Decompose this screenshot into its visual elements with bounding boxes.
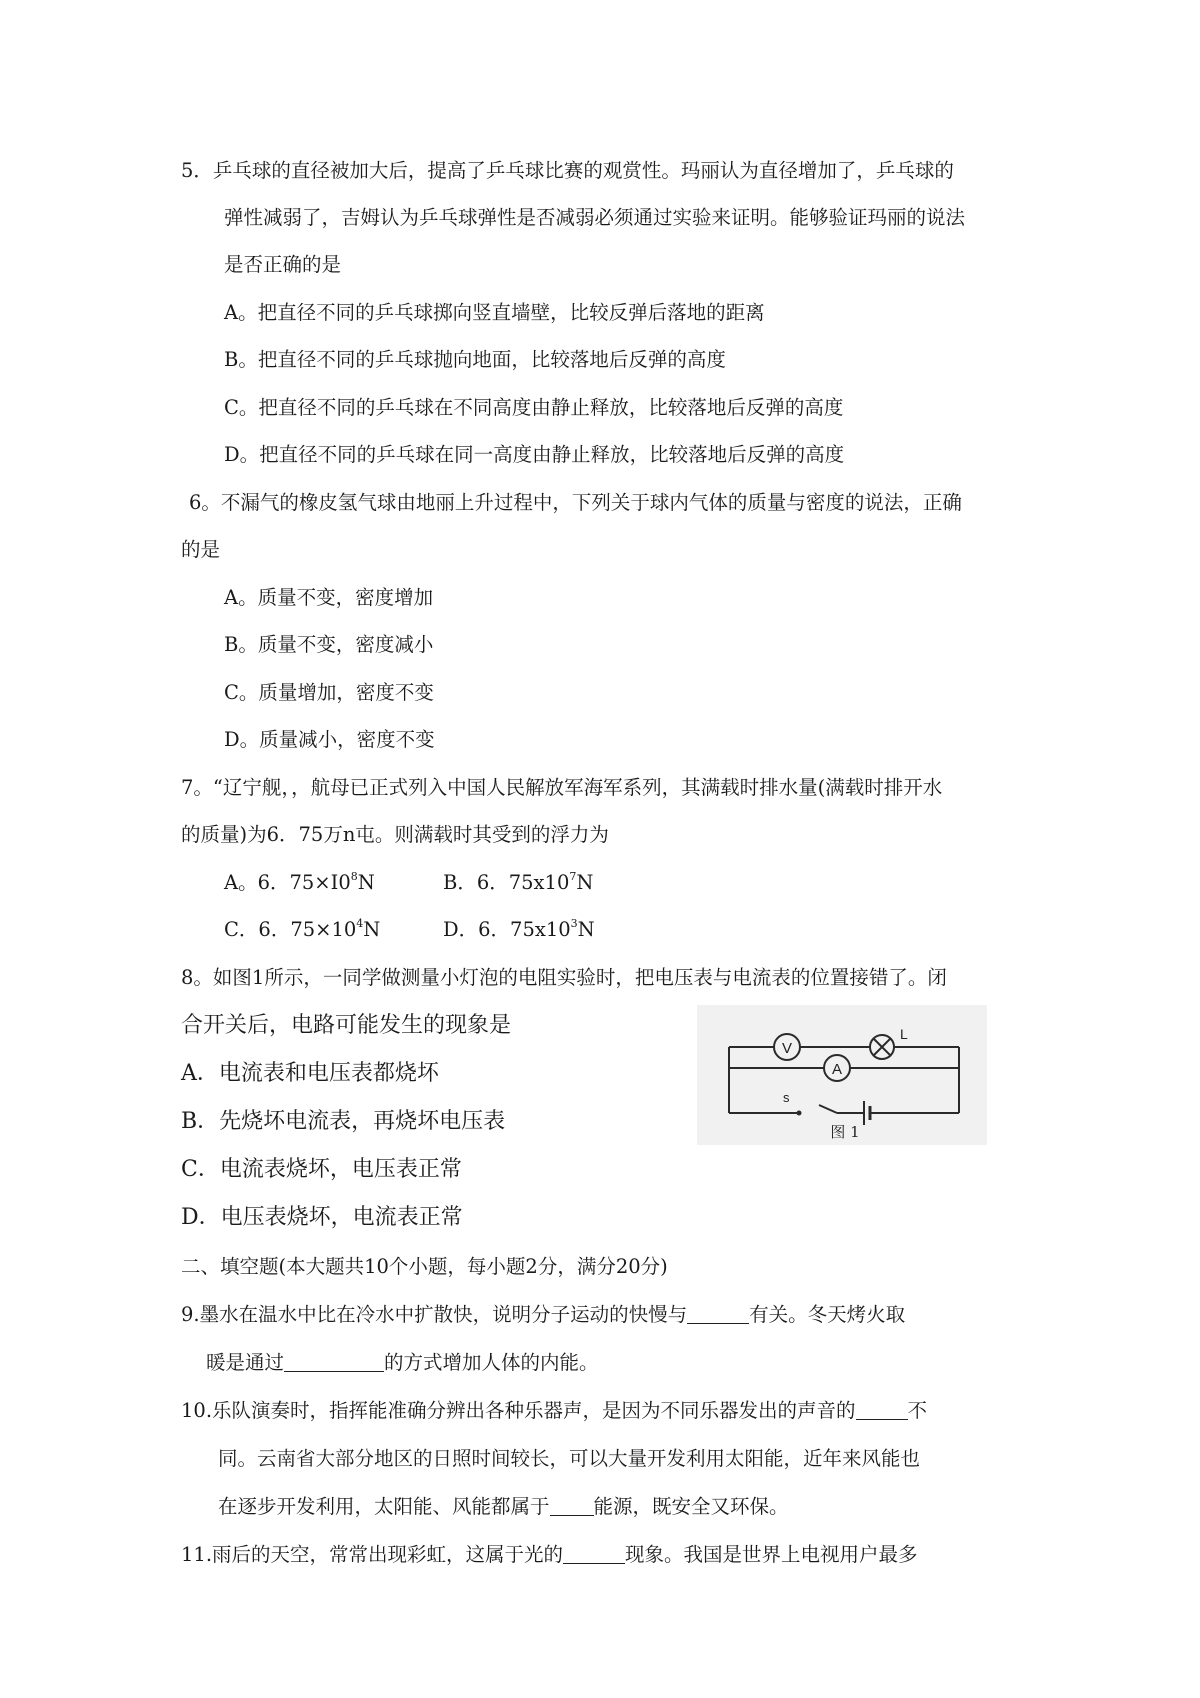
q5-option-b: B。把直径不同的乒乓球抛向地面，比较落地后反弹的高度 — [224, 348, 726, 371]
q5-stem-line2: 弹性减弱了，吉姆认为乒乓球弹性是否减弱必须通过实验来证明。能够验证玛丽的说法 — [224, 206, 966, 229]
q8-option-a: A．电流表和电压表都烧坏 — [181, 1061, 439, 1086]
q10-blank-1[interactable] — [856, 1401, 908, 1420]
q7-option-c: C．6．$75\times 10^4N$ — [224, 917, 381, 941]
q6-stem-line2: 的是 — [181, 538, 221, 561]
q7-option-d: D．6．$75x10^3N$ — [443, 917, 595, 941]
q6-stem-line1: 6。不漏气的橡皮氢气球由地丽上升过程中，下列关于球内气体的质量与密度的说法，正确 — [189, 491, 962, 514]
switch-symbol — [783, 1090, 802, 1116]
q7-stem-line2: 的质量)为6．75万n屯。则满载时其受到的浮力为 — [181, 823, 609, 846]
q8-option-d: D．电压表烧坏，电流表正常 — [181, 1205, 463, 1230]
q6-option-b: B。质量不变，密度减小 — [224, 633, 434, 656]
voltmeter-label: V — [781, 1040, 793, 1057]
q5-option-a: A。把直径不同的乒乓球掷向竖直墙壁，比较反弹后落地的距离 — [224, 301, 765, 324]
q5-option-d: D。把直径不同的乒乓球在同一高度由静止释放，比较落地后反弹的高度 — [224, 443, 845, 466]
q6-option-a: A。质量不变，密度增加 — [224, 586, 434, 609]
q7-option-b: B．6．$75x10^7N$ — [443, 870, 594, 894]
q8-option-c: C．电流表烧坏，电压表正常 — [181, 1157, 462, 1182]
ammeter-symbol — [824, 1055, 850, 1081]
section-heading: 二、填空题(本大题共10个小题，每小题2分，满分20分) — [181, 1255, 668, 1278]
q10-line3: 在逐步开发利用，太阳能、风能都属于 能源，既安全又环保。 — [218, 1495, 789, 1518]
q9-line1: 9.墨水在温水中比在冷水中扩散快，说明分子运动的快慢与 有关。冬天烤火取 — [181, 1303, 906, 1326]
q5-stem-line3: 是否正确的是 — [224, 253, 342, 276]
ammeter-label: A — [831, 1061, 843, 1078]
q10-line1: 10.乐队演奏时，指挥能准确分辨出各种乐器声，是因为不同乐器发出的声音的 不 — [181, 1399, 928, 1422]
q10-blank-2[interactable] — [550, 1497, 594, 1516]
q8-stem-line2: 合开关后，电路可能发生的现象是 — [181, 1013, 512, 1038]
q5-option-c: C。把直径不同的乒乓球在不同高度由静止释放，比较落地后反弹的高度 — [224, 396, 844, 419]
q9-line2: 暖是通过 的方式增加人体的内能。 — [206, 1351, 599, 1374]
q11-line1: 11.雨后的天空，常常出现彩虹，这属于光的 现象。我国是世界上电视用户最多 — [181, 1543, 918, 1566]
q7-option-a: A。6．$75\times I0^8N$ — [224, 870, 375, 894]
q8-stem-line1: 8。如图1所示，一同学做测量小灯泡的电阻实验时，把电压表与电流表的位置接错了。闭 — [181, 966, 947, 989]
q9-blank-2[interactable] — [284, 1353, 384, 1372]
battery-symbol — [864, 1101, 870, 1125]
lamp-symbol — [870, 1026, 908, 1059]
lamp-label: L — [900, 1026, 908, 1042]
q6-option-d: D。质量减小，密度不变 — [224, 728, 435, 751]
q7-stem-line1: 7。“辽宁舰，，航母已正式列入中国人民解放军海军系列，其满载时排水量(满载时排开水 — [181, 776, 943, 799]
circuit-figure — [697, 1005, 987, 1145]
q10-line2: 同。云南省大部分地区的日照时间较长，可以大量开发利用太阳能，近年来风能也 — [218, 1447, 921, 1470]
q9-blank-1[interactable] — [687, 1305, 749, 1324]
q5-stem-line1: 5．乒乓球的直径被加大后，提高了乒乓球比赛的观赏性。玛丽认为直径增加了，乒乓球的 — [181, 159, 954, 182]
q11-blank-1[interactable] — [563, 1545, 625, 1564]
circuit-diagram — [697, 1005, 987, 1145]
q8-option-b: B．先烧坏电流表，再烧坏电压表 — [181, 1109, 506, 1134]
voltmeter-symbol — [774, 1034, 800, 1060]
q6-option-c: C。质量增加，密度不变 — [224, 681, 434, 704]
switch-label: s — [783, 1090, 790, 1105]
figure-caption: 图 1 — [830, 1123, 860, 1141]
